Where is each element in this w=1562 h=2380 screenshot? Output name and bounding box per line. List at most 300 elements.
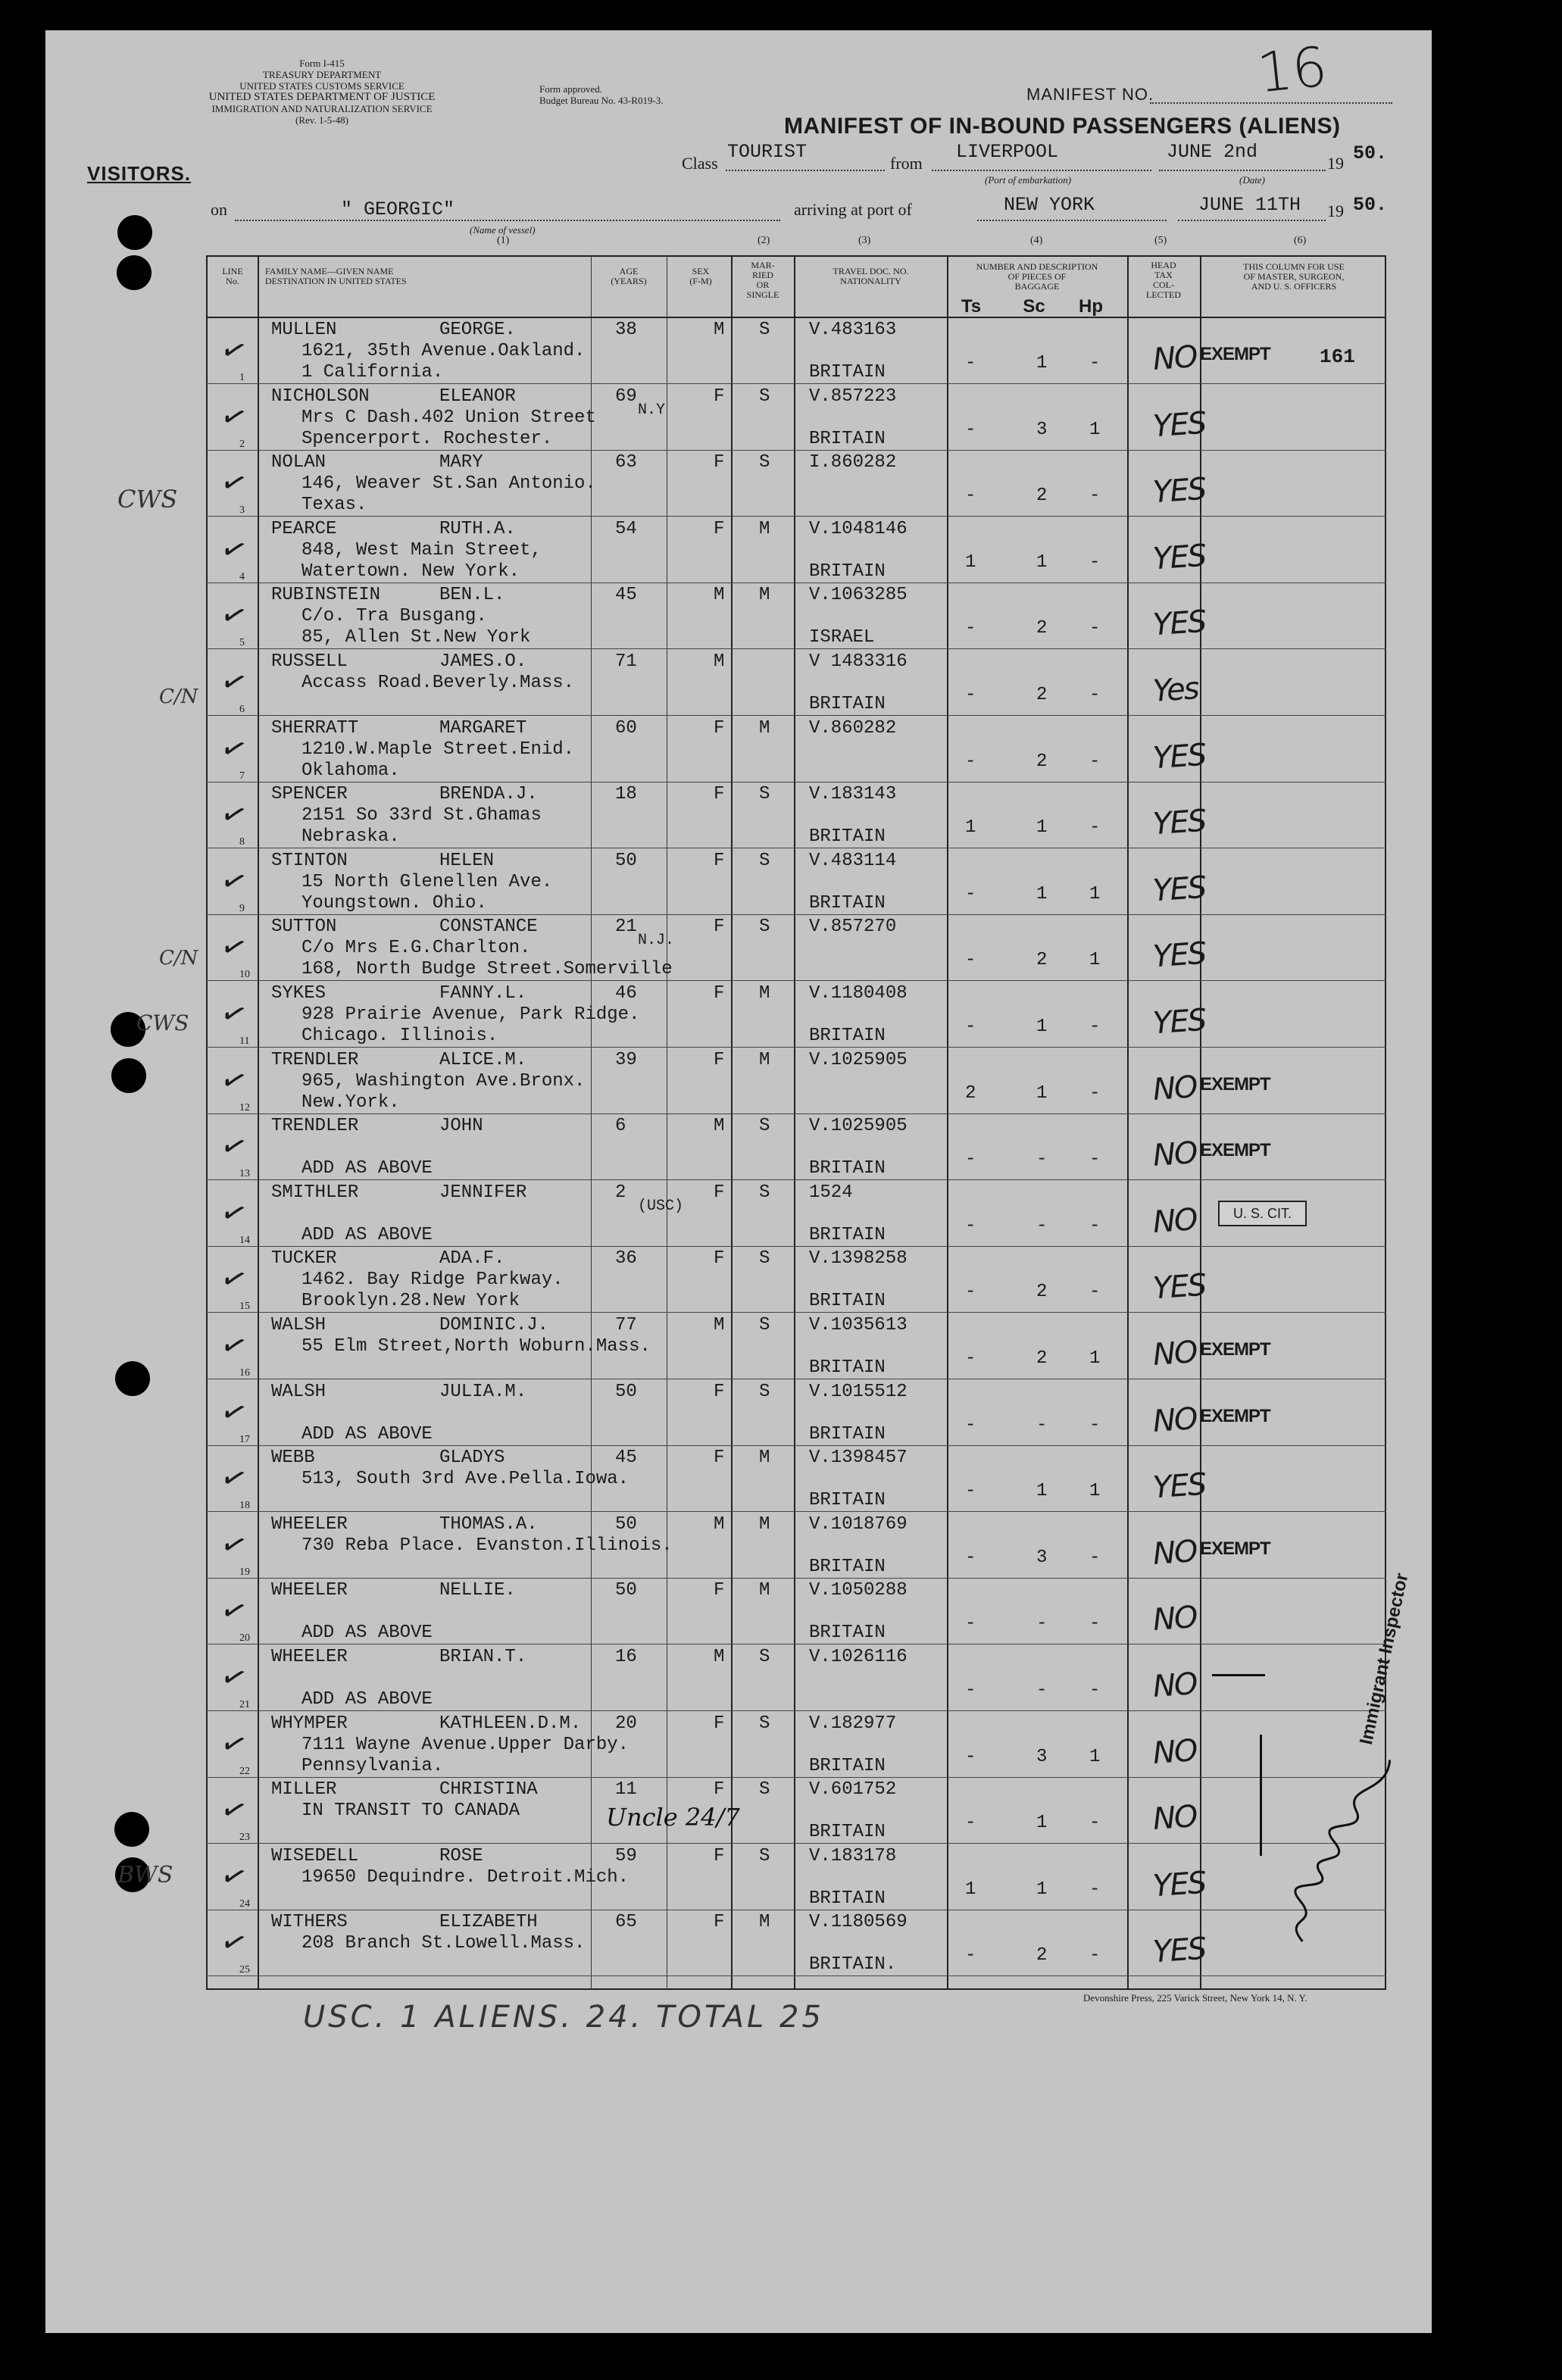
travel-doc-no: V.182977	[809, 1713, 897, 1734]
line-number: 14	[239, 1234, 250, 1246]
family-name: WHEELER	[271, 1513, 348, 1535]
family-name: RUBINSTEIN	[271, 585, 381, 606]
bag-hp: 1	[1089, 883, 1101, 904]
travel-doc-no: V.1063285	[809, 585, 908, 606]
head-tax-answer: YES	[1151, 1268, 1207, 1307]
line-number: 13	[239, 1168, 250, 1180]
checkmark-icon: ✓	[216, 396, 252, 438]
bag-ts: -	[965, 486, 976, 507]
age: 50	[615, 850, 637, 871]
table-row	[206, 583, 1386, 649]
checkmark-icon: ✓	[216, 330, 252, 372]
given-name: ROSE	[439, 1845, 483, 1866]
travel-doc-no: V.857223	[809, 386, 897, 407]
family-name: WHEELER	[271, 1647, 348, 1667]
destination-line: 1210.W.Maple Street.Enid.	[301, 739, 575, 760]
marital-status: M	[759, 717, 770, 739]
year-value: 50.	[1353, 142, 1388, 164]
age: 50	[615, 1381, 637, 1402]
marital-status: M	[759, 983, 770, 1004]
checkmark-icon: ✓	[216, 661, 252, 704]
bag-ts: -	[965, 883, 976, 904]
destination-line: IN TRANSIT TO CANADA	[301, 1801, 520, 1822]
marital-status: M	[759, 1580, 770, 1601]
line-number: 3	[239, 504, 245, 517]
exempt-stamp: EXEMPT	[1200, 1538, 1270, 1559]
marital-status: S	[759, 452, 770, 473]
given-name: CHRISTINA	[439, 1779, 538, 1801]
table-row	[206, 1910, 1386, 1976]
given-name: BRIAN.T.	[439, 1647, 527, 1667]
family-name: WISEDELL	[271, 1845, 359, 1866]
th-bag-ts: Ts	[961, 296, 982, 317]
age: 21	[615, 917, 637, 938]
bag-hp: -	[1089, 1282, 1101, 1303]
exempt-stamp: EXEMPT	[1200, 1405, 1270, 1426]
bag-ts: -	[965, 1414, 976, 1435]
head-tax-answer: YES	[1151, 1002, 1207, 1042]
given-name: JULIA.M.	[439, 1381, 527, 1402]
bag-hp: -	[1089, 1547, 1101, 1568]
travel-doc-no: V.1026116	[809, 1647, 908, 1667]
head-tax-answer: NO	[1151, 1135, 1198, 1174]
checkmark-icon: ✓	[216, 993, 252, 1035]
travel-doc-no: V.1398258	[809, 1248, 908, 1270]
age: 2	[615, 1182, 626, 1203]
marital-status: M	[759, 1912, 770, 1933]
destination-line: Chicago. Illinois.	[301, 1026, 498, 1046]
th-bag-sc: Sc	[1023, 296, 1045, 317]
date-value: JUNE 2nd	[1167, 141, 1258, 163]
destination-line: New.York.	[301, 1092, 400, 1113]
travel-doc-no: V.1025905	[809, 1116, 908, 1137]
col-number-4: (4)	[1030, 235, 1043, 246]
line-number: 4	[239, 570, 245, 583]
destination-line: Nebraska.	[301, 826, 400, 848]
bag-ts: -	[965, 419, 976, 440]
sex: F	[714, 1912, 725, 1933]
checkmark-icon: ✓	[216, 1060, 252, 1101]
checkmark-icon: ✓	[216, 1457, 252, 1500]
line-number: 8	[239, 836, 245, 848]
bag-ts: -	[965, 1613, 976, 1635]
destination-line: C/o. Tra Busgang.	[301, 606, 487, 627]
checkmark-icon: ✓	[216, 595, 252, 637]
line-number: 22	[239, 1765, 250, 1777]
table-row	[206, 318, 1386, 384]
punch-hole	[117, 255, 152, 290]
table-row	[206, 1247, 1386, 1313]
bag-ts: -	[965, 1149, 976, 1170]
table-row	[206, 849, 1386, 915]
travel-doc-no: V.1015512	[809, 1381, 908, 1402]
table-row	[206, 717, 1386, 782]
family-name: SHERRATT	[271, 717, 359, 739]
col-number-2: (2)	[758, 235, 770, 246]
bag-ts: 1	[965, 551, 976, 573]
margin-note-cn: C/N	[159, 686, 198, 708]
bag-ts: -	[965, 1348, 976, 1369]
th-sex: SEX (F-M)	[689, 266, 712, 286]
line-number: 16	[239, 1367, 250, 1379]
bag-sc: 2	[1036, 618, 1048, 639]
th-line: LINE No.	[222, 266, 243, 286]
bag-ts: -	[965, 1680, 976, 1701]
line-number: 19	[239, 1566, 250, 1578]
given-name: JENNIFER	[439, 1182, 527, 1203]
destination-line: 1 California.	[301, 362, 444, 383]
vessel-caption: (Name of vessel)	[470, 224, 536, 236]
table-row	[206, 1114, 1386, 1180]
class-line	[726, 170, 885, 171]
bag-sc: -	[1036, 1414, 1048, 1435]
travel-doc-no: V.1050288	[809, 1580, 908, 1601]
bag-sc: 2	[1036, 751, 1048, 772]
family-name: SYKES	[271, 983, 326, 1004]
bag-hp: -	[1089, 1215, 1101, 1236]
table-row	[206, 1313, 1386, 1379]
bag-sc: 1	[1036, 1017, 1048, 1037]
given-name: DOMINIC.J.	[439, 1315, 549, 1335]
destination-line: Oklahoma.	[301, 760, 400, 781]
margin-note-cn: C/N	[159, 947, 198, 970]
head-tax-answer: YES	[1151, 1932, 1207, 1970]
destination-line: ADD AS ABOVE	[301, 1689, 433, 1710]
head-tax-answer: YES	[1151, 471, 1207, 511]
bag-hp: -	[1089, 1017, 1101, 1037]
pen-bracket	[1260, 1735, 1262, 1856]
family-name: WALSH	[271, 1381, 326, 1402]
officer-note: 161	[1320, 345, 1355, 368]
marital-status: S	[759, 1182, 770, 1203]
travel-doc-no: V.1180408	[809, 983, 908, 1004]
family-name: TRENDLER	[271, 1049, 359, 1070]
class-value: TOURIST	[727, 141, 808, 163]
nationality: BRITAIN	[809, 1888, 886, 1909]
destination-line: 848, West Main Street,	[301, 539, 542, 561]
marital-status: S	[759, 1713, 770, 1734]
table-row	[206, 782, 1386, 848]
punch-hole	[111, 1058, 146, 1093]
line-number: 23	[239, 1832, 250, 1844]
destination-line: Texas.	[301, 495, 367, 516]
line-number: 12	[239, 1101, 250, 1113]
margin-note-bws: BWS	[117, 1862, 173, 1888]
th-bag-hp: Hp	[1079, 296, 1103, 317]
destination-line: 928 Prairie Avenue, Park Ridge.	[301, 1004, 640, 1025]
budget-bureau-line: Budget Bureau No. 43-R019-3.	[539, 95, 664, 106]
destination-line: Accass Road.Beverly.Mass.	[301, 673, 575, 693]
head-tax-answer: YES	[1151, 803, 1207, 842]
bag-ts: 1	[965, 1879, 976, 1900]
on-label: on	[211, 200, 227, 219]
head-tax-answer: YES	[1151, 1466, 1207, 1506]
bag-sc: 2	[1036, 1282, 1048, 1303]
date-line	[1159, 170, 1326, 171]
nationality: BRITAIN.	[809, 1954, 897, 1976]
marital-status: M	[759, 1049, 770, 1070]
inspector-title: Immigrant Inspector	[1356, 1571, 1413, 1747]
arrival-date-line	[1178, 220, 1326, 221]
family-name: NOLAN	[271, 452, 326, 473]
table-row	[206, 1380, 1386, 1446]
family-name: NICHOLSON	[271, 386, 370, 407]
age: 36	[615, 1248, 637, 1270]
family-name: SPENCER	[271, 784, 348, 805]
marital-status: M	[759, 1513, 770, 1535]
bag-sc: 1	[1036, 551, 1048, 573]
destination-line: Watertown. New York.	[301, 561, 520, 582]
marital-status: S	[759, 1248, 770, 1270]
bag-hp: -	[1089, 1945, 1101, 1966]
family-name: SMITHLER	[271, 1182, 359, 1203]
line-number: 21	[239, 1699, 250, 1710]
head-tax-answer: YES	[1151, 737, 1207, 776]
table-row	[206, 915, 1386, 981]
checkmark-icon: ✓	[216, 1856, 252, 1898]
th-travel-doc: TRAVEL DOC. NO. NATIONALITY	[833, 266, 909, 286]
form-approved	[539, 83, 664, 106]
age: 11	[615, 1779, 637, 1801]
marital-status: S	[759, 784, 770, 805]
sex: F	[714, 1381, 725, 1402]
class-label: Class	[682, 154, 718, 173]
travel-doc-no: V.1180569	[809, 1912, 908, 1933]
th-married: MAR- RIED OR SINGLE	[746, 260, 779, 300]
bag-ts: -	[965, 1547, 976, 1568]
checkmark-icon: ✓	[216, 728, 252, 770]
nationality: BRITAIN	[809, 1291, 886, 1312]
bag-ts: -	[965, 1215, 976, 1236]
sex: F	[714, 1248, 725, 1270]
exempt-stamp: EXEMPT	[1200, 1339, 1270, 1360]
age: 38	[615, 320, 637, 340]
marital-status: S	[759, 320, 770, 340]
family-name: WITHERS	[271, 1912, 348, 1933]
given-name: THOMAS.A.	[439, 1513, 538, 1535]
manifest-no-value: 16	[1254, 34, 1330, 105]
destination-line: ADD AS ABOVE	[301, 1158, 433, 1179]
given-name: ADA.F.	[439, 1248, 505, 1270]
th-age: AGE (YEARS)	[611, 266, 647, 286]
sex: F	[714, 784, 725, 805]
travel-doc-no: V.601752	[809, 1779, 897, 1801]
col-number-6: (6)	[1294, 235, 1307, 246]
customs-service: UNITED STATES CUSTOMS SERVICE	[239, 80, 405, 92]
destination-line: 7111 Wayne Avenue.Upper Darby.	[301, 1734, 629, 1755]
head-tax-answer: NO	[1151, 1069, 1198, 1107]
nationality: BRITAIN	[809, 1224, 886, 1245]
given-name: BRENDA.J.	[439, 784, 538, 805]
destination-line: Spencerport. Rochester.	[301, 428, 553, 449]
checkmark-icon: ✓	[216, 1325, 252, 1367]
exempt-stamp: EXEMPT	[1200, 344, 1270, 364]
marital-status: S	[759, 1315, 770, 1335]
bag-ts: -	[965, 685, 976, 705]
travel-doc-no: V.1018769	[809, 1513, 908, 1535]
bag-hp: -	[1089, 618, 1101, 639]
head-tax-answer: YES	[1151, 405, 1207, 444]
checkmark-icon: ✓	[216, 1391, 252, 1433]
family-name: MULLEN	[271, 320, 337, 340]
sex: F	[714, 1779, 725, 1801]
head-tax-answer: YES	[1151, 1865, 1207, 1904]
sex: M	[714, 1647, 725, 1667]
travel-doc-no: V.857270	[809, 917, 897, 938]
bag-ts: -	[965, 1746, 976, 1767]
head-tax-answer: NO	[1151, 1533, 1198, 1572]
bag-hp: 1	[1089, 1348, 1101, 1369]
table-row	[206, 385, 1386, 451]
th-name: FAMILY NAME—GIVEN NAME DESTINATION IN UNITED STATES	[265, 266, 407, 286]
destination-extra: N.Y	[638, 401, 666, 419]
bag-hp: 1	[1089, 950, 1101, 971]
checkmark-icon: ✓	[216, 1259, 252, 1301]
given-name: KATHLEEN.D.M.	[439, 1713, 582, 1734]
sex: F	[714, 1049, 725, 1070]
sex: F	[714, 1845, 725, 1866]
sex: F	[714, 1182, 725, 1203]
family-name: TRENDLER	[271, 1116, 359, 1137]
marital-status: M	[759, 1448, 770, 1469]
bag-sc: 2	[1036, 1348, 1048, 1369]
bag-sc: 1	[1036, 1813, 1048, 1834]
bag-hp: -	[1089, 1082, 1101, 1104]
destination-line: 208 Branch St.Lowell.Mass.	[301, 1933, 586, 1954]
table-row	[206, 1181, 1386, 1247]
bag-ts: -	[965, 618, 976, 639]
visitors-label: VISITORS.	[87, 162, 192, 185]
port-line	[977, 220, 1167, 221]
age: 63	[615, 452, 637, 473]
nationality: BRITAIN	[809, 1490, 886, 1511]
bag-sc: 3	[1036, 1547, 1048, 1568]
form-approved-line: Form approved.	[539, 83, 603, 95]
line-number: 24	[239, 1897, 250, 1910]
arriving-port: NEW YORK	[1004, 194, 1095, 216]
given-name: MARGARET	[439, 717, 527, 739]
head-tax-answer: NO	[1151, 1201, 1198, 1240]
bag-ts: -	[965, 1282, 976, 1303]
th-head-tax: HEAD TAX COL- LECTED	[1146, 260, 1181, 300]
year-prefix: 19	[1327, 154, 1344, 173]
marital-status: S	[759, 386, 770, 407]
exempt-stamp: EXEMPT	[1200, 1073, 1270, 1095]
marital-status: S	[759, 1116, 770, 1137]
bag-hp: -	[1089, 1613, 1101, 1635]
sex: M	[714, 1315, 725, 1335]
family-name: SUTTON	[271, 917, 337, 938]
given-name: GEORGE.	[439, 320, 516, 340]
table-row	[206, 982, 1386, 1048]
line-number: 10	[239, 969, 250, 981]
bag-ts: -	[965, 950, 976, 971]
sex: M	[714, 1116, 725, 1137]
family-name: WEBB	[271, 1448, 315, 1469]
nationality: BRITAIN	[809, 1556, 886, 1577]
travel-doc-no: V.483114	[809, 850, 897, 871]
sex: F	[714, 1448, 725, 1469]
nationality: BRITAIN	[809, 362, 886, 383]
age: 39	[615, 1049, 637, 1070]
head-tax-answer: YES	[1151, 936, 1207, 975]
given-name: JOHN	[439, 1116, 483, 1137]
from-label: from	[890, 154, 923, 173]
table-row	[206, 1579, 1386, 1644]
head-tax-answer: YES	[1151, 538, 1207, 577]
checkmark-icon: ✓	[216, 529, 252, 571]
destination-line: 168, North Budge Street.Somerville	[301, 959, 673, 980]
travel-doc-no: V.860282	[809, 717, 897, 739]
table-row	[206, 1446, 1386, 1512]
destination-line: Pennsylvania.	[301, 1755, 444, 1776]
head-tax-answer: YES	[1151, 870, 1207, 909]
date-caption: (Date)	[1239, 174, 1265, 186]
checkmark-icon: ✓	[216, 1192, 252, 1235]
line-number: 5	[239, 637, 245, 649]
head-tax-answer: NO	[1151, 1732, 1198, 1771]
destination-line: Youngstown. Ohio.	[301, 892, 487, 914]
destination-line: Brooklyn.28.New York	[301, 1291, 520, 1312]
bag-hp: -	[1089, 1879, 1101, 1900]
checkmark-icon: ✓	[216, 1922, 252, 1964]
from-line	[932, 170, 1151, 171]
bag-hp: -	[1089, 1414, 1101, 1435]
given-name: RUTH.A.	[439, 518, 516, 539]
table-row	[206, 517, 1386, 583]
table-row	[206, 1712, 1386, 1778]
bag-hp: -	[1089, 751, 1101, 772]
bag-sc: 1	[1036, 353, 1048, 373]
bag-hp: -	[1089, 817, 1101, 839]
nationality: BRITAIN	[809, 428, 886, 449]
nationality: BRITAIN	[809, 694, 886, 714]
nationality: BRITAIN	[809, 1822, 886, 1843]
bag-ts: -	[965, 751, 976, 772]
travel-doc-no: V.1048146	[809, 518, 908, 539]
age: 20	[615, 1713, 637, 1734]
bag-ts: -	[965, 1017, 976, 1037]
age: 54	[615, 518, 637, 539]
line-number: 17	[239, 1433, 250, 1445]
col-number-3: (3)	[858, 235, 871, 246]
given-name: GLADYS	[439, 1448, 505, 1469]
bag-sc: -	[1036, 1215, 1048, 1236]
bag-hp: -	[1089, 486, 1101, 507]
head-tax-answer: NO	[1151, 339, 1198, 377]
given-name: FANNY.L.	[439, 983, 527, 1004]
checkmark-icon: ✓	[216, 1126, 252, 1168]
line-number: 11	[239, 1035, 250, 1047]
manifest-title: MANIFEST OF IN-BOUND PASSENGERS (ALIENS)	[784, 114, 1341, 139]
travel-doc-no: V 1483316	[809, 651, 908, 672]
line-number: 15	[239, 1301, 250, 1313]
destination-extra: N.J.	[638, 932, 675, 950]
punch-hole	[115, 1361, 150, 1396]
head-tax-answer: Yes	[1151, 670, 1200, 710]
travel-doc-no: V.1398457	[809, 1448, 908, 1469]
age: 46	[615, 983, 637, 1004]
sex: F	[714, 518, 725, 539]
given-name: ELIZABETH	[439, 1912, 538, 1933]
press-imprint: Devonshire Press, 225 Varick Street, New York 14, N. Y.	[1083, 1992, 1307, 2004]
bag-sc: -	[1036, 1613, 1048, 1635]
bag-sc: 2	[1036, 486, 1048, 507]
line-number: 6	[239, 704, 245, 715]
exempt-stamp: EXEMPT	[1200, 1140, 1270, 1161]
pen-bracket	[1212, 1674, 1265, 1676]
bag-sc: 1	[1036, 1481, 1048, 1502]
